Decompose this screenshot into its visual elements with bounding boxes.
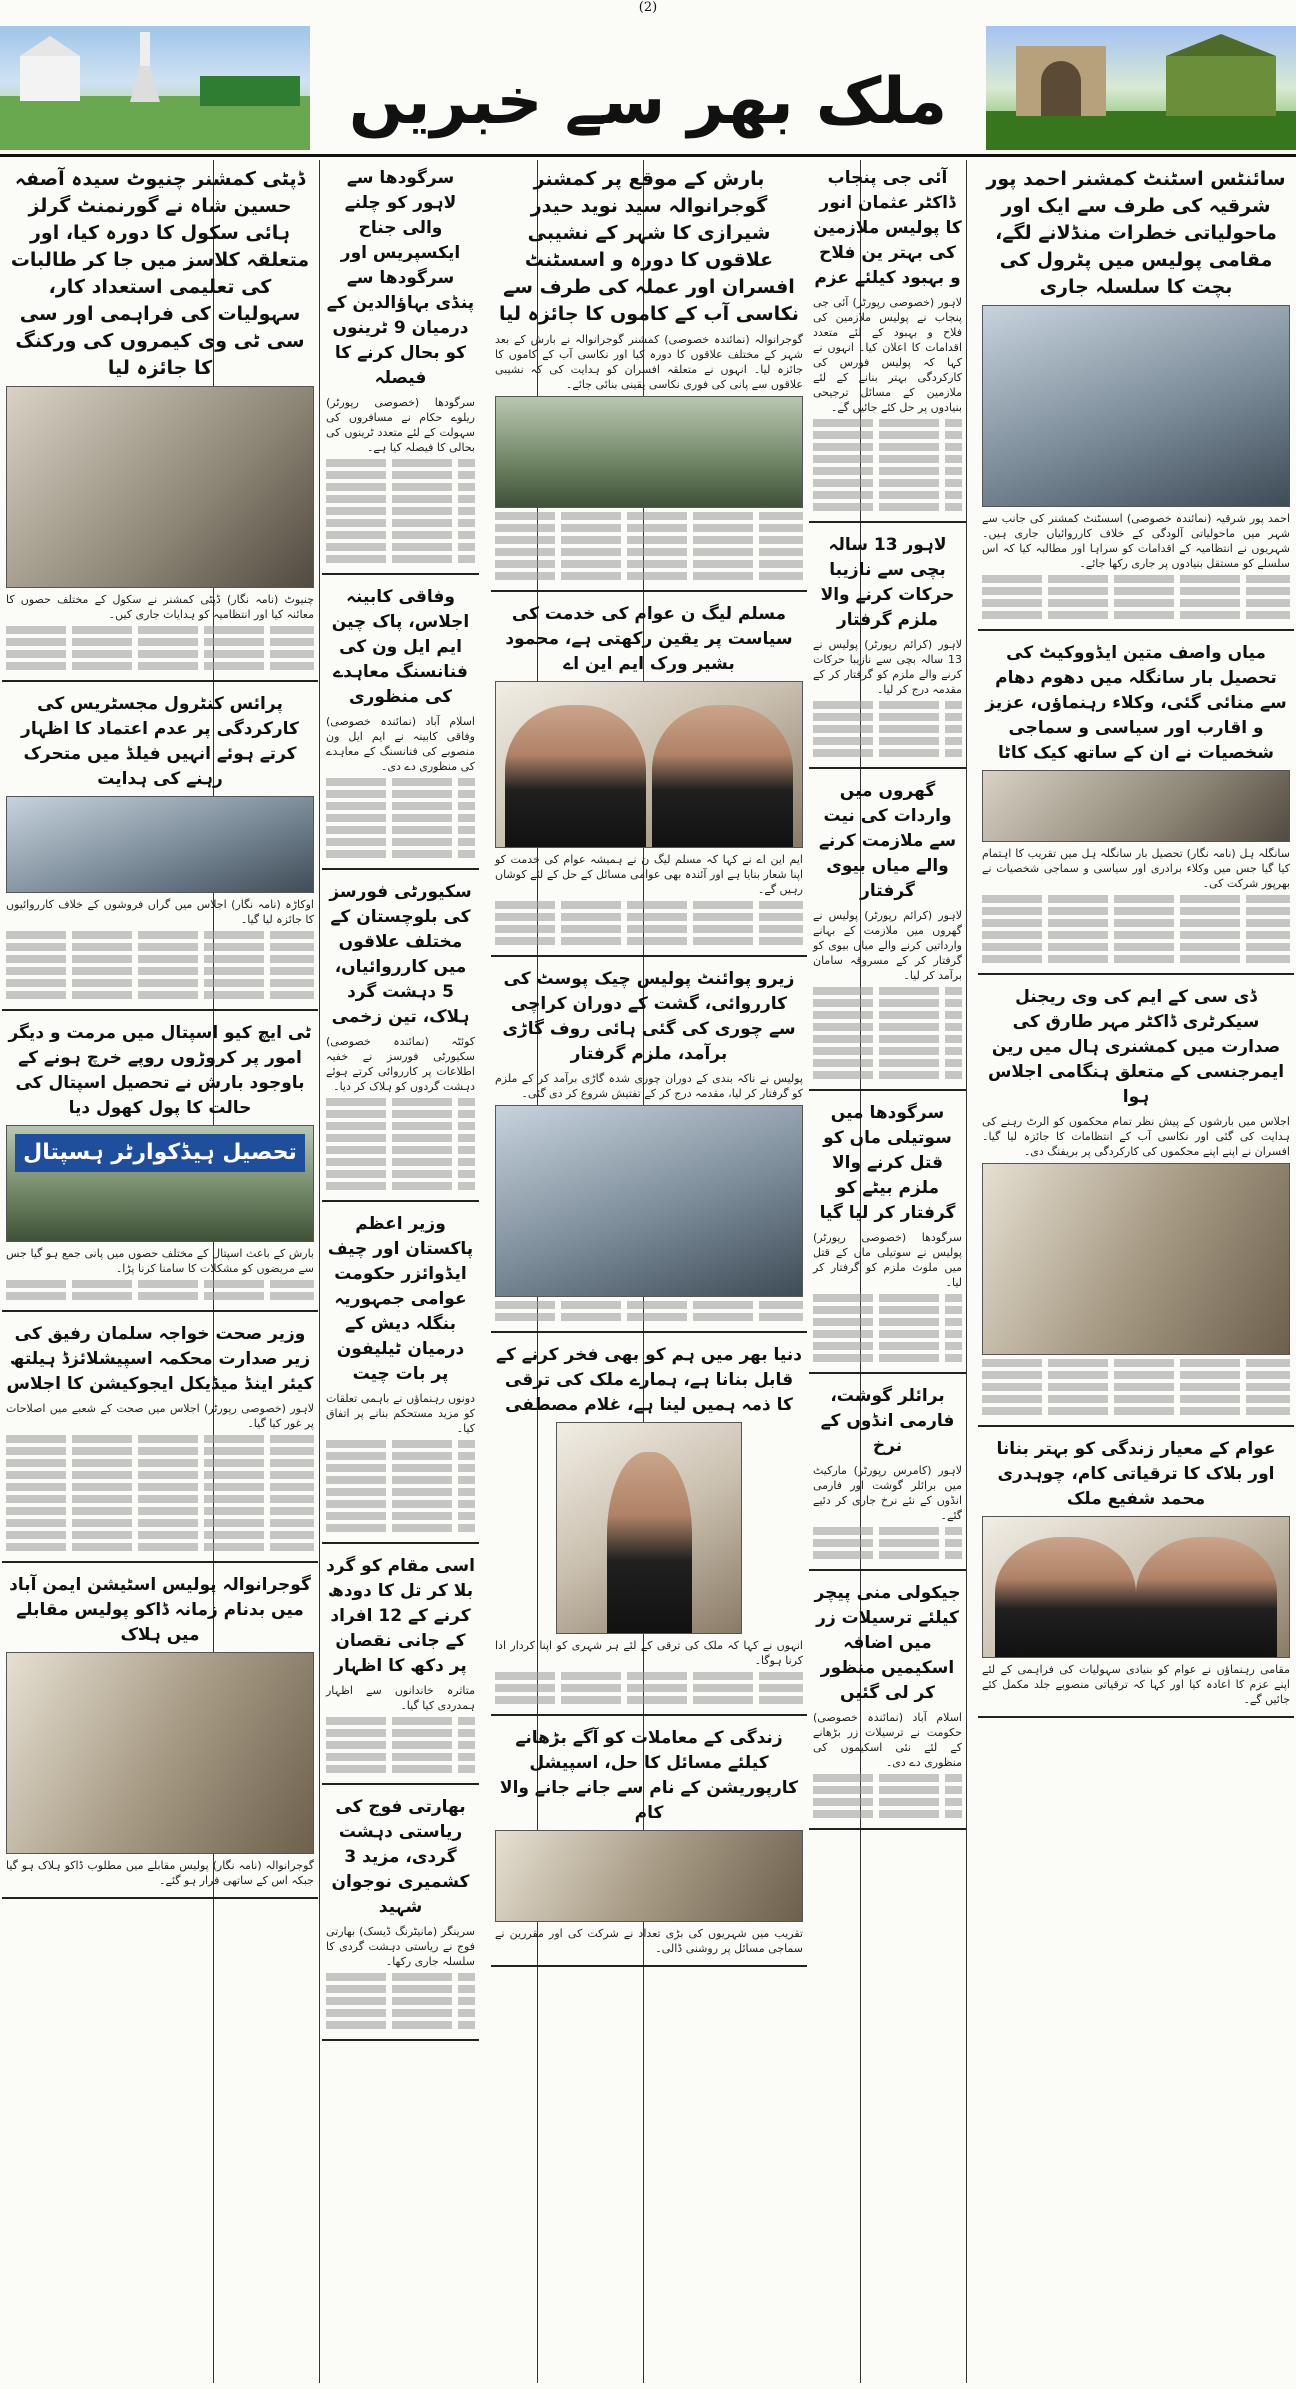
article xyxy=(322,160,479,575)
page-number: (2) xyxy=(638,0,658,15)
article xyxy=(809,160,966,523)
article xyxy=(809,527,966,769)
news-photo xyxy=(982,1516,1290,1658)
article-body: دونوں رہنماؤں نے باہمی تعلقات کو مزید مستحکم بنانے پر اتفاق کیا۔ xyxy=(326,1392,475,1435)
headline: گھروں میں واردات کی نیت سے ملازمت کرنے والے میاں بیوی گرفتار xyxy=(818,781,957,901)
headline: عوام کے معیار زندگی کو بہتر بنانا اور بلاک کا ترقیاتی کام، چوہدری محمد شفیع ملک xyxy=(996,1439,1276,1509)
column-2 xyxy=(809,160,966,2383)
article-body: لاہور (کامرس رپورٹر) مارکیٹ میں برائلر گوشت اور فارمی انڈوں کے نئے نرخ جاری کر دئیے گئے۔ xyxy=(813,1464,962,1522)
article-body: پولیس نے ناکہ بندی کے دوران چوری شدہ گاڑی برآمد کر کے ملزم کو گرفتار کر لیا، مقدمہ درج کر کے تفتیش شروع کر دی گئی۔ xyxy=(495,1072,803,1100)
headline: مسلم لیگ ن عوام کی خدمت کی سیاست پر یقین رکھتی ہے، محمود بشیر ورک ایم این اے xyxy=(505,604,793,674)
article xyxy=(491,1337,807,1716)
masthead-buildings-image xyxy=(986,26,1296,150)
article-body: بارش کے باعث اسپتال کے مختلف حصوں میں پانی جمع ہو گیا جس سے مریضوں کو مشکلات کا سامنا کرنا پڑا۔ xyxy=(6,1247,314,1275)
news-photo xyxy=(6,796,314,893)
column-1 xyxy=(978,160,1294,2383)
article xyxy=(809,1575,966,1830)
article xyxy=(322,1789,479,2041)
column-4 xyxy=(322,160,479,2383)
column-rule xyxy=(966,160,967,2383)
article xyxy=(491,961,807,1333)
headline: آئی جی پنجاب ڈاکٹر عثمان انور کا پولیس ملازمین کی بہتر ین فلاح و بہبود کیلئے عزم xyxy=(813,168,962,288)
news-photo xyxy=(6,1125,314,1242)
article xyxy=(322,874,479,1202)
headline: وفاقی کابینہ اجلاس، پاک چین ایم ایل ون کی فنانسنگ معاہدے کی منظوری xyxy=(331,587,470,707)
article-body: مقامی رہنماؤں نے عوام کو بنیادی سہولیات کی فراہمی کے لئے اپنے عزم کا اعادہ کیا اور کہا کہ ترقیاتی منصوبے جلد مکمل کئے جائیں گے۔ xyxy=(982,1663,1290,1706)
headline: سائنٹس اسٹنٹ کمشنر احمد پور شرقیہ کی طرف سے ایک اور ماحولیاتی خطرات منڈلانے لگے، مقامی پولیس میں پٹرول کی بچت کا سلسلہ جاری xyxy=(986,168,1286,298)
news-photo xyxy=(982,305,1290,507)
article-body: گوجرانوالہ (نمائندہ خصوصی) کمشنر گوجرانوالہ نے بارش کے بعد شہر کے مختلف علاقوں کا دورہ کیا اور نکاسی آب کے کاموں کا جائزہ لیا۔ انہوں نے متعلقہ افسران کو ہدایت کی کہ نشیبی علاقوں سے پانی کی فوری نکاسی یقینی بنائی جائے۔ xyxy=(495,333,803,391)
article-body: گوجرانوالہ (نامہ نگار) پولیس مقابلے میں مطلوب ڈاکو ہلاک ہو گیا جبکہ اس کے ساتھی فرار ہو گئے۔ xyxy=(6,1859,314,1887)
news-photo xyxy=(495,396,803,508)
article xyxy=(978,160,1294,631)
news-photo xyxy=(6,386,314,588)
headline: جیکولی منی پیچر کیلئے ترسیلات زر میں اضافہ اسکیمیں منظور کر لی گئیں xyxy=(814,1583,961,1703)
article-body: سرگودھا (خصوصی رپورٹر) پولیس نے سوتیلی ماں کے قتل میں ملوث ملزم کو گرفتار کر لیا۔ xyxy=(813,1231,962,1289)
article xyxy=(978,979,1294,1427)
article-body: سانگلہ ہل (نامہ نگار) تحصیل بار سانگلہ ہل میں تقریب کا اہتمام کیا گیا جس میں وکلاء برادری اور سیاسی و سماجی شخصیات نے بھرپور شرکت کی۔ xyxy=(982,847,1290,890)
news-photo xyxy=(495,681,803,848)
article-body: اوکاڑہ (نامہ نگار) اجلاس میں گراں فروشوں کے خلاف کارروائیوں کا جائزہ لیا گیا۔ xyxy=(6,898,314,926)
article-body: سرگودھا (خصوصی رپورٹر) ریلوے حکام نے مسافروں کی سہولت کے لئے متعدد ٹرینوں کی بحالی کا فیصلہ کیا ہے۔ xyxy=(326,396,475,454)
article-body: چنیوٹ (نامہ نگار) ڈپٹی کمشنر نے سکول کے مختلف حصوں کا معائنہ کیا اور انتظامیہ کو ہدایات جاری کیں۔ xyxy=(6,593,314,621)
article-body: لاہور (کرائم رپورٹر) پولیس نے 13 سالہ بچی سے نازیبا حرکات کرنے والے ملزم کو گرفتار کر کے مقدمہ درج کر لیا۔ xyxy=(813,638,962,696)
headline: سکیورٹی فورسز کی بلوچستان کے مختلف علاقوں میں کارروائیاں، 5 دہشت گرد ہلاک، تین زخمی xyxy=(329,882,472,1027)
article xyxy=(491,1720,807,1967)
article xyxy=(978,635,1294,975)
headline: وزیر اعظم پاکستان اور چیف ایڈوائزر حکومت عوامی جمہوریہ بنگلہ دیش کے درمیان ٹیلیفون پر بات چیت xyxy=(327,1214,474,1384)
masthead-title: ملک بھر سے خبریں xyxy=(348,65,948,139)
article-body: احمد پور شرقیہ (نمائندہ خصوصی) اسسٹنٹ کمشنر کی جانب سے شہر میں ماحولیاتی آلودگی کے خلاف کارروائیاں جاری ہیں۔ شہریوں نے انتظامیہ کے اقدامات کو سراہا اور مطالبہ کیا کہ اس سلسلے کو مستقل بنیادوں پر جاری رکھا جائے۔ xyxy=(982,512,1290,570)
news-photo xyxy=(982,1163,1290,1355)
headline: بھارتی فوج کی ریاستی دہشت گردی، مزید 3 کشمیری نوجوان شہید xyxy=(331,1797,470,1917)
headline: لاہور 13 سالہ بچی سے نازیبا حرکات کرنے والا ملزم گرفتار xyxy=(820,535,955,630)
article xyxy=(2,1015,318,1312)
news-photo xyxy=(556,1422,743,1634)
headline: زیرو پوائنٹ پولیس چیک پوسٹ کی کارروائی، گشت کے دوران کراچی سے چوری کی گئی ہائی روف گاڑی برآمد، ملزم گرفتار xyxy=(502,969,796,1064)
headline: پرائس کنٹرول مجسٹریس کی کارکردگی پر عدم اعتماد کا اظہار کرتے ہوئے انہیں فیلڈ میں متحرک رہنے کی ہدایت xyxy=(21,694,299,789)
headline: دنیا بھر میں ہم کو بھی فخر کرنے کے قابل بنانا ہے، ہمارے ملک کی ترقی کا ذمہ ہمیں لینا ہے، غلام مصطفی xyxy=(496,1345,802,1415)
article-body: سرینگر (مانیٹرنگ ڈیسک) بھارتی فوج نے ریاستی دہشت گردی کا سلسلہ جاری رکھا۔ xyxy=(326,1925,475,1968)
article-body: انہوں نے کہا کہ ملک کی ترقی کے لئے ہر شہری کو اپنا کردار ادا کرنا ہوگا۔ xyxy=(495,1639,803,1667)
headline: سرگودھا میں سوتیلی ماں کو قتل کرنے والا ملزم بیٹے کو گرفتار کر لیا گیا xyxy=(819,1103,956,1223)
headline: برائلر گوشت، فارمی انڈوں کے نرخ xyxy=(820,1386,955,1456)
article xyxy=(322,579,479,870)
article xyxy=(809,773,966,1091)
headline: وزیر صحت خواجہ سلمان رفیق کی زیر صدارت محکمہ اسپیشلائزڈ ہیلتھ کیئر اینڈ میڈیکل ایجوکیشن کا اجلاس xyxy=(6,1324,314,1394)
article-body: لاہور (کرائم رپورٹر) پولیس نے گھروں میں ملازمت کے بہانے وارداتیں کرنے والے میاں بیوی کو گرفتار کر کے مسروقہ سامان برآمد کر لیا۔ xyxy=(813,909,962,982)
news-photo xyxy=(6,1652,314,1854)
column-rule xyxy=(319,160,320,2383)
masthead-landmarks-image xyxy=(0,26,310,150)
article xyxy=(491,596,807,957)
headline: ٹی ایچ کیو اسپتال میں مرمت و دیگر امور پر کروڑوں روپے خرچ ہونے کے باوجود بارش نے تحصیل اسپتال کی حالت کا پول کھول دیا xyxy=(8,1023,312,1118)
column-5 xyxy=(2,160,318,2383)
headline: سرگودھا سے لاہور کو چلنے والی جناح ایکسپریس اور سرگودھا سے پنڈی بہاؤالدین کے درمیان 9 ٹرینوں کو بحال کرنے کا فیصلہ xyxy=(326,168,475,388)
article-body: اجلاس میں بارشوں کے پیش نظر تمام محکموں کو الرٹ رہنے کی ہدایت کی گئی اور نکاسی آب کے انتظامات کا جائزہ لیا گیا۔ افسران نے اپنے اپنے محکموں کی کارکردگی پر بریفنگ دی۔ xyxy=(982,1115,1290,1158)
headline: میاں واصف متین ایڈووکیٹ کی تحصیل بار سانگلہ میں دھوم دھام سے منائی گئی، وکلاء رہنماؤں، عزیز و اقارب اور سیاسی و سماجی شخصیات نے ان کے ساتھ کیک کاٹا xyxy=(985,643,1287,763)
headline: ڈی سی کے ایم کی وی ریجنل سیکرٹری ڈاکٹر مہر طارق کی صدارت میں کمشنری ہال میں رین ایمرجنسی کے متعلق ہنگامی اجلاس ہوا xyxy=(987,987,1285,1107)
headline: اسی مقام کو گرد بلا کر تل کا دودھ کرنے کے 12 افراد کے جانی نقصان پر دکھ کا اظہار xyxy=(326,1556,475,1676)
headline: گوجرانوالہ پولیس اسٹیشن ایمن آباد میں بدنام زمانہ ڈاکو پولیس مقابلے میں ہلاک xyxy=(9,1575,311,1645)
article-body: اسلام آباد (نمائندہ خصوصی) وفاقی کابینہ نے ایم ایل ون منصوبے کی فنانسنگ کے معاہدے کی منظوری دے دی۔ xyxy=(326,715,475,773)
article xyxy=(809,1095,966,1374)
article xyxy=(322,1206,479,1544)
article-body: ایم این اے نے کہا کہ مسلم لیگ ن نے ہمیشہ عوام کی خدمت کو اپنا شعار بنایا ہے اور آئندہ بھی عوامی مسائل کے حل کے لئے کوشاں رہیں گے۔ xyxy=(495,853,803,896)
news-photo xyxy=(495,1830,803,1922)
article-body: کوئٹہ (نمائندہ خصوصی) سکیورٹی فورسز نے خفیہ اطلاعات پر کارروائی کرتے ہوئے دہشت گردوں کو ہلاک کر دیا۔ xyxy=(326,1035,475,1093)
article xyxy=(322,1548,479,1785)
article xyxy=(2,1316,318,1563)
masthead xyxy=(0,22,1296,157)
news-photo xyxy=(982,770,1290,842)
headline: بارش کے موقع پر کمشنر گوجرانوالہ سید نوید حیدر شیرازی کا شہر کے نشیبی علاقوں کا دورہ و اسسٹنٹ افسران اور عملہ کی طرف سے نکاسی آب کے کاموں کا جائزہ لیا xyxy=(499,168,799,325)
headline: ڈپٹی کمشنر چنیوٹ سیدہ آصفہ حسین شاہ نے گورنمنٹ گرلز ہائی سکول کا دورہ کیا، اور متعلقہ کلاسز میں جا کر طالبات کی تعلیمی استعداد کار، سہولیات کی فراہمی اور سی سی ٹی وی کیمروں کی ورکنگ کا جائزہ لیا xyxy=(10,168,310,379)
article xyxy=(2,160,318,682)
article xyxy=(809,1378,966,1571)
article-body: لاہور (خصوصی رپورٹر) اجلاس میں صحت کے شعبے میں اصلاحات پر غور کیا گیا۔ xyxy=(6,1402,314,1430)
article xyxy=(491,160,807,592)
article-body: تقریب میں شہریوں کی بڑی تعداد نے شرکت کی اور مقررین نے سماجی مسائل پر روشنی ڈالی۔ xyxy=(495,1927,803,1955)
article xyxy=(2,1567,318,1899)
article xyxy=(978,1431,1294,1718)
article-body: لاہور (خصوصی رپورٹر) آئی جی پنجاب نے پولیس ملازمین کی فلاح و بہبود کے لئے متعدد اقدامات کا اعلان کیا۔ انہوں نے کہا کہ پولیس فورس کی کارکردگی بہتر بنانے کے لئے ملازمین کے مسائل ترجیحی بنیادوں پر حل کئے جائیں گے۔ xyxy=(813,296,962,414)
article-body: اسلام آباد (نمائندہ خصوصی) حکومت نے ترسیلات زر بڑھانے کے لئے نئی اسکیموں کی منظوری دے دی۔ xyxy=(813,1711,962,1769)
hospital-sign: تحصیل ہیڈکوارٹر ہسپتال xyxy=(15,1134,305,1172)
column-3 xyxy=(491,160,807,2383)
headline: زندگی کے معاملات کو آگے بڑھانے کیلئے مسائل کا حل، اسپیشل کارپوریشن کے نام سے جانے جانے والا کام xyxy=(499,1728,799,1823)
article-body: متاثرہ خاندانوں سے اظہار ہمدردی کیا گیا۔ xyxy=(326,1684,475,1712)
article xyxy=(2,686,318,1011)
news-photo xyxy=(495,1105,803,1297)
